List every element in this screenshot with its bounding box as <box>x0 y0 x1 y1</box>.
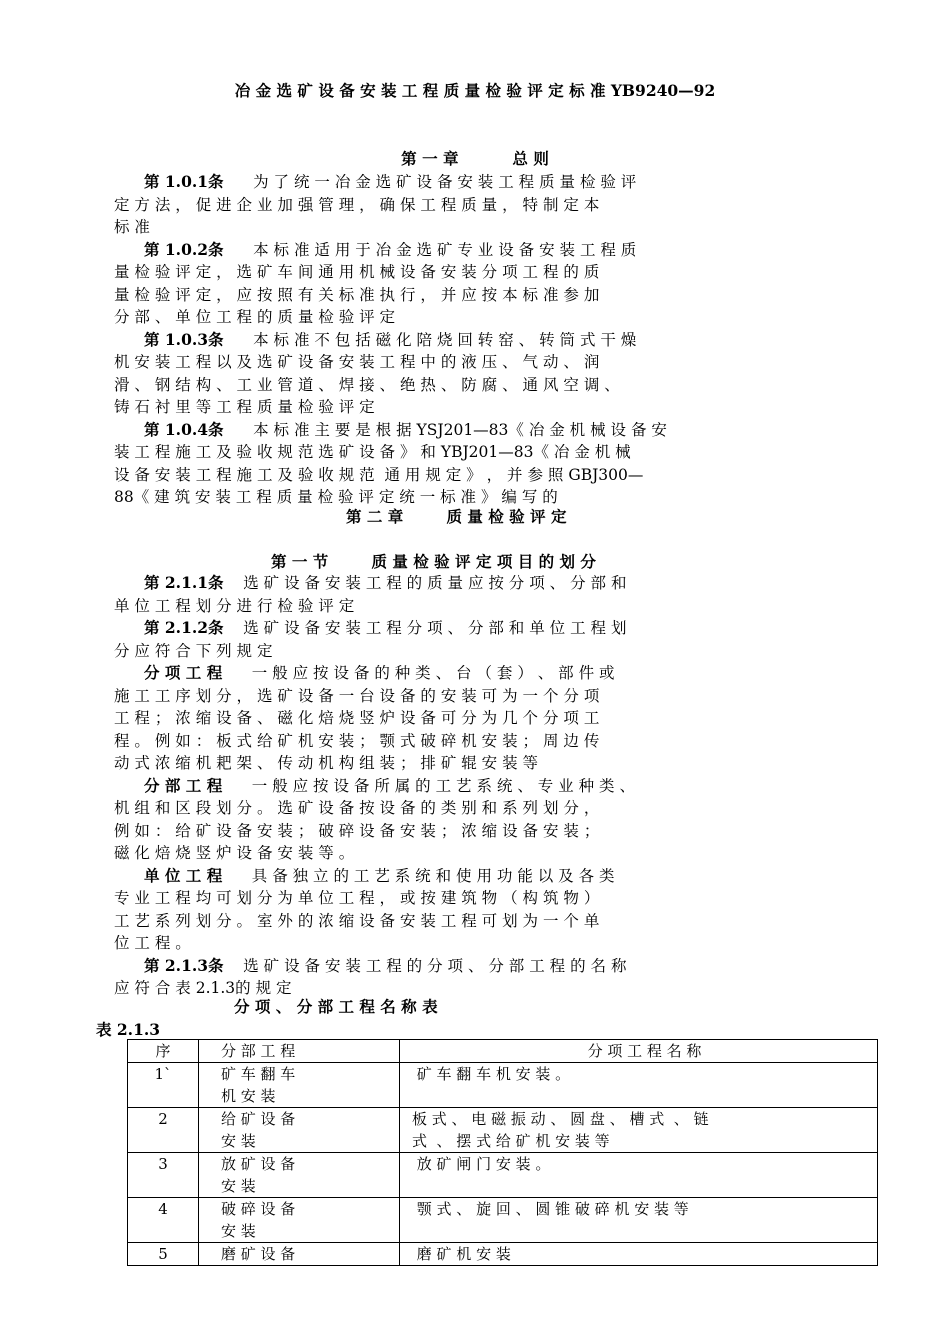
cell-no: 2 <box>128 1108 199 1153</box>
paragraph-text: 设 备 安 装 工 程 施 工 及 验 收 规 范 通 用 规 定 》 ， 并 参 照 GBJ300— <box>114 465 644 484</box>
paragraph-text: 机 组 和 区 段 划 分 。 选 矿 设 备 按 设 备 的 类 别 和 系 列 划 分 ， <box>114 799 600 817</box>
table-row <box>128 1198 878 1243</box>
cell-items: 颚 式 、 旋 回 、 圆 锥 破 碎 机 安 装 等 <box>400 1198 878 1243</box>
chapter-2-line <box>144 573 626 593</box>
paragraph-text: 为 了 统 一 冶 金 选 矿 设 备 安 装 工 程 质 量 检 验 评 <box>223 173 637 191</box>
paragraph-text: 位 工 程 。 <box>114 934 191 952</box>
chapter-2-line <box>114 933 191 953</box>
paragraph-text: 标 准 <box>114 218 150 236</box>
chapter-2-line <box>114 753 538 773</box>
article-label: 第 2.1.2条 <box>144 618 224 637</box>
paragraph-text: 例 如 ： 给 矿 设 备 安 装 ； 破 碎 设 备 安 装 ； 浓 缩 设 备 安 装 ； <box>114 821 600 840</box>
article-label: 分 项 工 程 <box>144 663 223 682</box>
paragraph-text: 本 标 准 主 要 是 根 据 YSJ201—83《 冶 金 机 械 设 备 安 <box>223 420 667 439</box>
article-label: 第 1.0.4条 <box>144 419 224 439</box>
paragraph-text: 铸 石 衬 里 等 工 程 质 量 检 验 评 定 <box>114 398 375 416</box>
paragraph-text: 88《 建 筑 安 装 工 程 质 量 检 验 评 定 统 一 标 准 》 编 写 的 <box>114 488 558 506</box>
article-label: 第 2.1.1条 <box>144 573 224 592</box>
table-header-row <box>128 1040 878 1063</box>
paragraph-text: 工 程 ； 浓 缩 设 备 、 磁 化 焙 烧 竖 炉 设 备 可 分 为 几 个 分 项 工 <box>114 709 600 727</box>
header-no: 序 <box>128 1040 199 1063</box>
paragraph-text: 本 标 准 适 用 于 冶 金 选 矿 专 业 设 备 安 装 工 程 质 <box>223 240 637 259</box>
article-label: 第 2.1.3条 <box>144 955 224 975</box>
paragraph-text: 应 符 合 表 2.1.3的 规 定 <box>114 979 292 997</box>
cell-no: 1` <box>128 1063 199 1108</box>
chapter-2-line <box>114 641 273 661</box>
paragraph-text: 分 应 符 合 下 列 规 定 <box>114 641 273 660</box>
chapter-1-line <box>114 375 620 395</box>
chapter-2-line <box>114 911 599 931</box>
chapter-1-line <box>114 307 395 327</box>
table-label: 表 2.1.3 <box>96 1020 161 1039</box>
cell-part: 放 矿 设 备 安 装 <box>199 1153 400 1198</box>
chapter-1-line <box>144 240 636 260</box>
chapter-2-line <box>114 596 354 616</box>
header-part: 分 部 工 程 <box>199 1040 400 1063</box>
chapter-1-line <box>114 262 599 282</box>
chapter-2-line <box>114 798 599 818</box>
chapter-1-line <box>114 397 375 417</box>
chapter-2-line <box>114 708 599 728</box>
chapter-2-line <box>144 663 615 683</box>
chapter-1-line <box>114 285 599 305</box>
chapter-1-line <box>114 465 643 485</box>
article-label: 单 位 工 程 <box>144 865 223 885</box>
table-title: 分 项 、 分 部 工 程 名 称 表 <box>234 997 438 1016</box>
chapter-1-line <box>114 195 599 215</box>
paragraph-text: 机 安 装 工 程 以 及 选 矿 设 备 安 装 工 程 中 的 液 压 、 气 动 、 润 <box>114 353 600 371</box>
chapter-1-line <box>144 330 636 350</box>
chapter-2-line <box>144 776 635 796</box>
cell-items: 磨 矿 机 安 装 <box>400 1243 878 1266</box>
cell-part: 破 碎 设 备 安 装 <box>199 1198 400 1243</box>
chapter-2-line <box>114 821 599 841</box>
paragraph-text: 一 般 应 按 设 备 的 种 类 、 台 （ 套 ） 、 部 件 或 <box>222 664 615 682</box>
table-row <box>128 1108 878 1153</box>
paragraph-text: 量 检 验 评 定 ， 选 矿 车 间 通 用 机 械 设 备 安 装 分 项 工 程 的 质 <box>114 263 600 281</box>
chapter-1-heading: 第 一 章 总 则 <box>401 149 549 168</box>
article-label: 第 1.0.3条 <box>144 329 224 349</box>
cell-no: 4 <box>128 1198 199 1243</box>
chapter-1-line <box>144 172 636 192</box>
chapter-2-line <box>144 956 626 976</box>
paragraph-text: 一 般 应 按 设 备 所 属 的 工 艺 系 统 、 专 业 种 类 、 <box>222 776 635 795</box>
chapter-2-heading: 第 二 章 质 量 检 验 评 定 <box>346 507 567 526</box>
chapter-2-line <box>144 866 615 886</box>
paragraph-text: 选 矿 设 备 安 装 工 程 分 项 、 分 部 和 单 位 工 程 划 <box>223 619 627 637</box>
paragraph-text: 量 检 验 评 定 ， 应 按 照 有 关 标 准 执 行 ， 并 应 按 本 标 准 参 加 <box>114 285 600 304</box>
cell-items: 放 矿 闸 门 安 装 。 <box>400 1153 878 1198</box>
paragraph-text: 动 式 浓 缩 机 耙 架 、 传 动 机 构 组 装 ； 排 矿 辊 安 装 等 <box>114 754 539 772</box>
chapter-1-line <box>144 420 667 440</box>
cell-part: 磨 矿 设 备 <box>199 1243 400 1266</box>
paragraph-text: 施 工 工 序 划 分 ， 选 矿 设 备 一 台 设 备 的 安 装 可 为 一 个 分 项 <box>114 686 600 705</box>
paragraph-text: 定 方 法 ， 促 进 企 业 加 强 管 理 ， 确 保 工 程 质 量 ， 特 制 定 本 <box>114 195 600 214</box>
chapter-1-line <box>114 442 631 462</box>
header-items: 分 项 工 程 名 称 <box>400 1040 878 1063</box>
paragraph-text: 具 备 独 立 的 工 艺 系 统 和 使 用 功 能 以 及 各 类 <box>222 866 615 885</box>
cell-no: 5 <box>128 1243 199 1266</box>
cell-part: 给 矿 设 备 安 装 <box>199 1108 400 1153</box>
paragraph-text: 单 位 工 程 划 分 进 行 检 验 评 定 <box>114 596 355 615</box>
paragraph-text: 滑 、 钢 结 构 、 工 业 管 道 、 焊 接 、 绝 热 、 防 腐 、 通 风 空 调 、 <box>114 375 620 394</box>
chapter-1-line <box>114 217 150 237</box>
paragraph-text: 专 业 工 程 均 可 划 分 为 单 位 工 程 ， 或 按 建 筑 物 （ 构 筑 物 ） <box>114 889 600 907</box>
paragraph-text: 选 矿 设 备 安 装 工 程 的 分 项 、 分 部 工 程 的 名 称 <box>223 956 627 975</box>
chapter-2-line <box>114 978 292 998</box>
chapter-1-line <box>114 487 558 507</box>
cell-part: 矿 车 翻 车 机 安 装 <box>199 1063 400 1108</box>
chapter-1-line <box>114 352 599 372</box>
document-title: 冶 金 选 矿 设 备 安 装 工 程 质 量 检 验 评 定 标 准 YB9240—92 <box>234 81 716 100</box>
table-row <box>128 1153 878 1198</box>
article-label: 第 1.0.2条 <box>144 239 224 259</box>
chapter-2-line <box>114 888 599 908</box>
paragraph-text: 选 矿 设 备 安 装 工 程 的 质 量 应 按 分 项 、 分 部 和 <box>223 574 627 592</box>
cell-items: 板 式 、 电 磁 振 动 、 圆 盘 、 槽 式 、 链 式 、 摆 式 给 矿 机 安 装 等 <box>400 1108 878 1153</box>
article-label: 第 1.0.1条 <box>144 172 224 191</box>
section-1-heading: 第 一 节 质 量 检 验 评 定 项 目 的 划 分 <box>271 552 596 571</box>
works-table <box>127 1039 878 1266</box>
paragraph-text: 本 标 准 不 包 括 磁 化 陪 烧 回 转 窑 、 转 筒 式 干 燥 <box>223 330 637 349</box>
paragraph-text: 磁 化 焙 烧 竖 炉 设 备 安 装 等 。 <box>114 844 355 862</box>
paragraph-text: 工 艺 系 列 划 分 。 室 外 的 浓 缩 设 备 安 装 工 程 可 划 为 一 个 单 <box>114 911 600 930</box>
paragraph-text: 程 。 例 如 ： 板 式 给 矿 机 安 装 ； 颚 式 破 碎 机 安 装 ； 周 边 传 <box>114 731 600 750</box>
cell-items: 矿 车 翻 车 机 安 装 。 <box>400 1063 878 1108</box>
table-row <box>128 1063 878 1108</box>
chapter-2-line <box>114 686 599 706</box>
paragraph-text: 分 部 、 单 位 工 程 的 质 量 检 验 评 定 <box>114 308 396 326</box>
chapter-2-line <box>144 618 626 638</box>
table-row <box>128 1243 878 1266</box>
chapter-2-line <box>114 843 354 863</box>
paragraph-text: 装 工 程 施 工 及 验 收 规 范 选 矿 设 备 》 和 YBJ201—83《 冶 金 机 械 <box>114 443 631 461</box>
cell-no: 3 <box>128 1153 199 1198</box>
article-label: 分 部 工 程 <box>144 775 223 795</box>
chapter-2-line <box>114 731 599 751</box>
